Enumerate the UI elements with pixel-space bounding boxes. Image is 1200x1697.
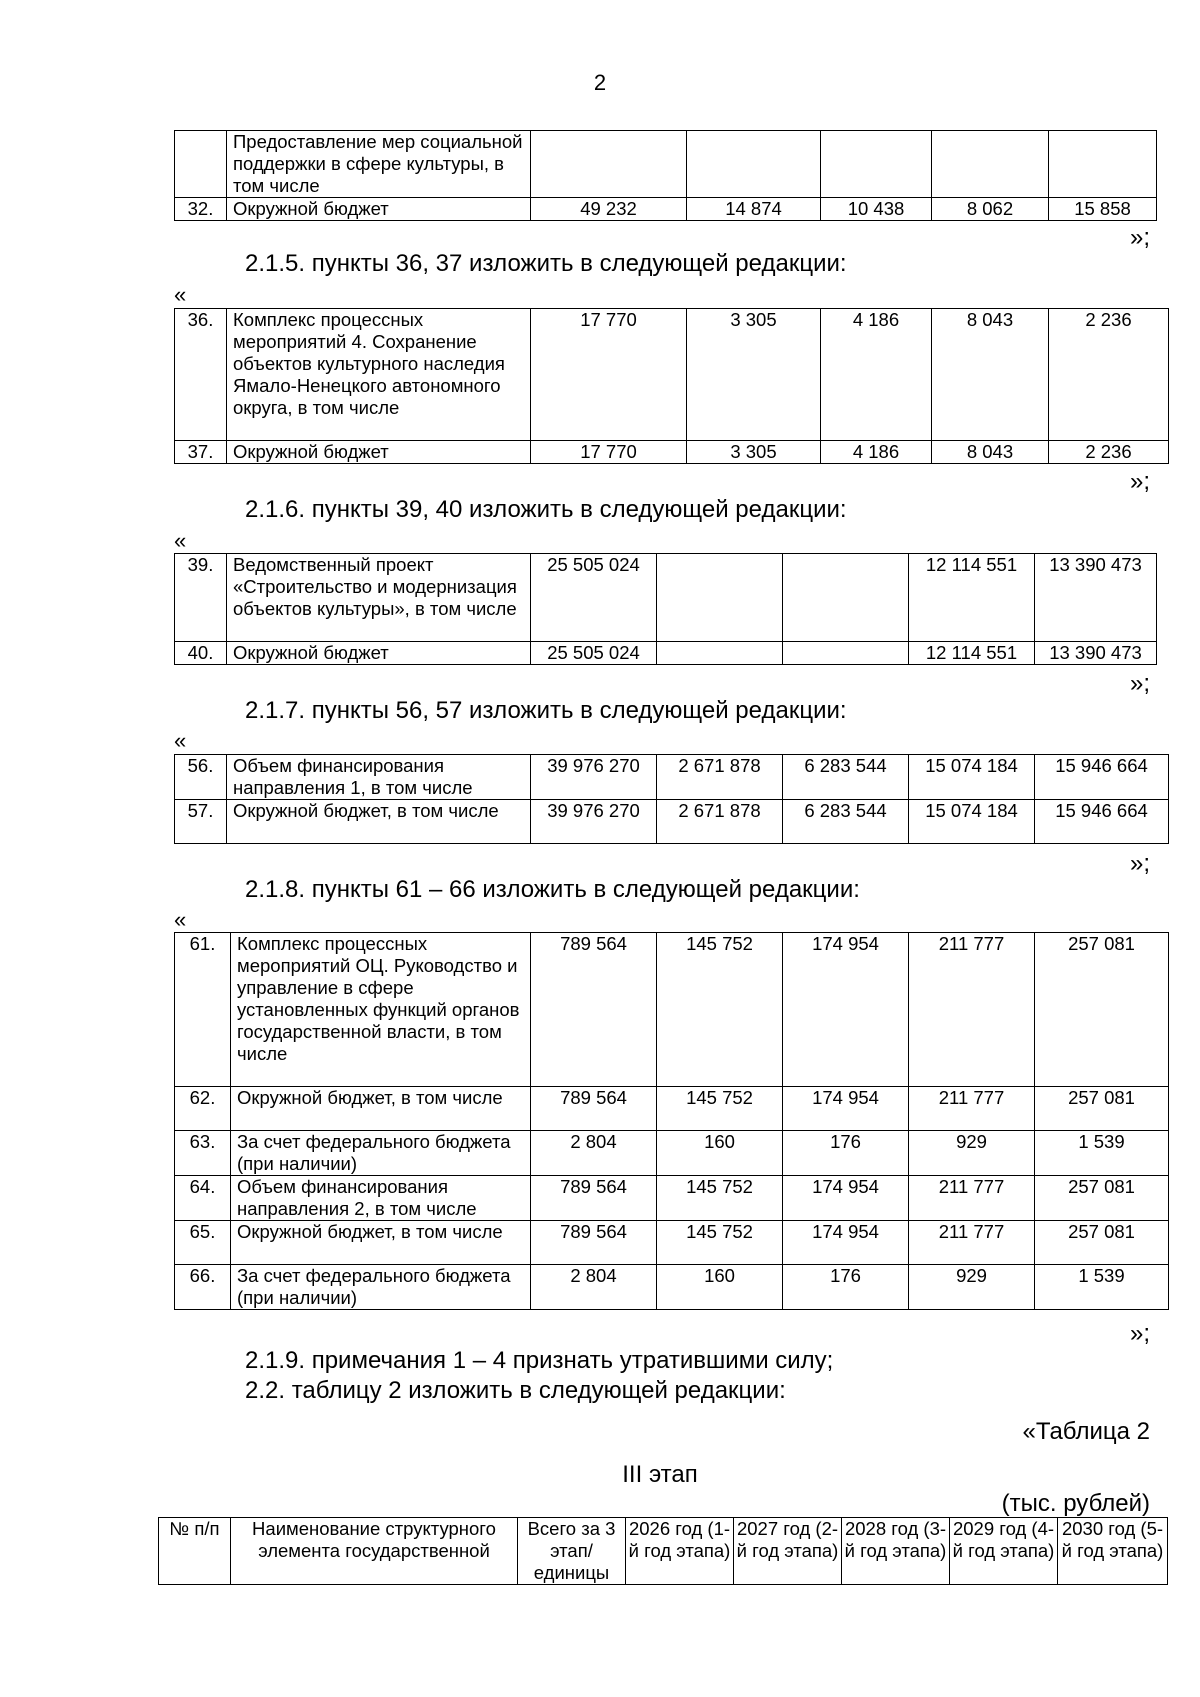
row-name: Окружной бюджет <box>227 642 531 665</box>
opening-quote: « <box>174 528 187 553</box>
row-number: 65. <box>175 1221 231 1265</box>
value-year: 176 <box>783 1265 909 1310</box>
table-items-56-57 <box>174 754 1169 844</box>
value-year: 174 954 <box>783 1221 909 1265</box>
row-number: 64. <box>175 1176 231 1221</box>
value-year <box>932 131 1049 198</box>
row-name: Окружной бюджет, в том числе <box>227 800 531 844</box>
row-number: 57. <box>175 800 227 844</box>
table-row <box>175 554 1157 642</box>
row-number: 61. <box>175 933 231 1087</box>
value-year: 14 874 <box>687 198 821 221</box>
value-year: 211 777 <box>909 933 1035 1087</box>
value-year: 3 305 <box>687 441 821 464</box>
paragraph-2-1-8: 2.1.8. пункты 61 – 66 изложить в следующей редакции: <box>245 876 860 903</box>
table-row <box>175 1265 1169 1310</box>
value-year: 257 081 <box>1035 1221 1169 1265</box>
value-year: 174 954 <box>783 1176 909 1221</box>
value-year <box>1049 131 1157 198</box>
value-total: 39 976 270 <box>531 800 657 844</box>
value-year: 257 081 <box>1035 1087 1169 1131</box>
row-number: 39. <box>175 554 227 642</box>
table-row <box>175 309 1169 441</box>
header-year-2028: 2028 год (3-й год этапа) <box>842 1518 950 1585</box>
value-year <box>657 642 783 665</box>
closing-quote: »; <box>1129 468 1150 495</box>
page-number: 2 <box>593 70 607 95</box>
value-year <box>783 642 909 665</box>
value-year: 160 <box>657 1265 783 1310</box>
value-year: 4 186 <box>821 441 932 464</box>
stage-heading: III этап <box>622 1461 698 1488</box>
row-number: 66. <box>175 1265 231 1310</box>
value-year: 2 671 878 <box>657 755 783 800</box>
row-number: 62. <box>175 1087 231 1131</box>
table-items-39-40 <box>174 553 1157 665</box>
value-year: 8 043 <box>932 309 1049 441</box>
value-year: 2 671 878 <box>657 800 783 844</box>
value-year: 145 752 <box>657 933 783 1087</box>
value-total: 789 564 <box>531 933 657 1087</box>
value-year <box>657 554 783 642</box>
value-total: 2 804 <box>531 1131 657 1176</box>
value-year <box>821 131 932 198</box>
value-year: 145 752 <box>657 1176 783 1221</box>
value-year <box>783 554 909 642</box>
value-year: 211 777 <box>909 1221 1035 1265</box>
value-year: 10 438 <box>821 198 932 221</box>
table-row <box>175 755 1169 800</box>
value-year: 3 305 <box>687 309 821 441</box>
value-year: 160 <box>657 1131 783 1176</box>
value-year: 13 390 473 <box>1035 554 1157 642</box>
table-row <box>175 1131 1169 1176</box>
header-year-2030: 2030 год (5-й год этапа) <box>1058 1518 1168 1585</box>
table-row <box>175 642 1157 665</box>
value-year: 12 114 551 <box>909 554 1035 642</box>
value-year: 15 858 <box>1049 198 1157 221</box>
value-year: 15 946 664 <box>1035 755 1169 800</box>
row-name: Окружной бюджет, в том числе <box>231 1221 531 1265</box>
value-year <box>687 131 821 198</box>
value-year: 12 114 551 <box>909 642 1035 665</box>
opening-quote: « <box>174 907 187 932</box>
row-number: 36. <box>175 309 227 441</box>
value-total: 789 564 <box>531 1221 657 1265</box>
value-year: 8 062 <box>932 198 1049 221</box>
row-name: Предоставление мер социальной поддержки в сфере культуры, в том числе <box>227 131 531 198</box>
table-row <box>175 933 1169 1087</box>
opening-quote: « <box>174 728 187 753</box>
header-total: Всего за 3 этап/ единицы <box>518 1518 626 1585</box>
value-year: 4 186 <box>821 309 932 441</box>
value-year: 257 081 <box>1035 933 1169 1087</box>
value-total: 49 232 <box>531 198 687 221</box>
value-year: 8 043 <box>932 441 1049 464</box>
units-label: (тыс. рублей) <box>1001 1490 1150 1517</box>
table-items-61-66 <box>174 932 1169 1310</box>
row-number: 37. <box>175 441 227 464</box>
value-year: 174 954 <box>783 933 909 1087</box>
table-row <box>175 441 1169 464</box>
value-year: 13 390 473 <box>1035 642 1157 665</box>
row-number: 32. <box>175 198 227 221</box>
value-year: 6 283 544 <box>783 800 909 844</box>
value-year: 174 954 <box>783 1087 909 1131</box>
paragraph-2-1-5: 2.1.5. пункты 36, 37 изложить в следующей редакции: <box>245 250 847 277</box>
value-year: 1 539 <box>1035 1265 1169 1310</box>
table-2-header <box>158 1517 1168 1585</box>
value-year: 2 236 <box>1049 441 1169 464</box>
value-year: 257 081 <box>1035 1176 1169 1221</box>
value-year: 929 <box>909 1131 1035 1176</box>
table-item-32 <box>174 130 1157 221</box>
value-total: 25 505 024 <box>531 554 657 642</box>
table-items-36-37 <box>174 308 1169 464</box>
value-year: 15 074 184 <box>909 755 1035 800</box>
row-name: Окружной бюджет, в том числе <box>231 1087 531 1131</box>
table-row <box>175 1176 1169 1221</box>
row-number <box>175 131 227 198</box>
value-year: 2 236 <box>1049 309 1169 441</box>
row-name: Комплекс процессных мероприятий ОЦ. Руководство и управление в сфере установленных функций органов государственной власти, в том числе <box>231 933 531 1087</box>
opening-quote: « <box>174 282 187 307</box>
row-number: 63. <box>175 1131 231 1176</box>
header-year-2029: 2029 год (4-й год этапа) <box>950 1518 1058 1585</box>
row-name: Окружной бюджет <box>227 441 531 464</box>
value-total: 17 770 <box>531 441 687 464</box>
value-year: 929 <box>909 1265 1035 1310</box>
row-name: Окружной бюджет <box>227 198 531 221</box>
header-year-2026: 2026 год (1-й год этапа) <box>626 1518 734 1585</box>
paragraph-2-1-7: 2.1.7. пункты 56, 57 изложить в следующей редакции: <box>245 697 847 724</box>
paragraph-2-1-6: 2.1.6. пункты 39, 40 изложить в следующей редакции: <box>245 496 847 523</box>
value-year: 145 752 <box>657 1087 783 1131</box>
closing-quote: »; <box>1129 670 1150 697</box>
value-total: 25 505 024 <box>531 642 657 665</box>
value-year: 176 <box>783 1131 909 1176</box>
value-total <box>531 131 687 198</box>
closing-quote: »; <box>1129 850 1150 877</box>
row-number: 40. <box>175 642 227 665</box>
header-name: Наименование структурного элемента государственной <box>231 1518 518 1585</box>
value-total: 17 770 <box>531 309 687 441</box>
value-year: 15 074 184 <box>909 800 1035 844</box>
row-name: Ведомственный проект «Строительство и модернизация объектов культуры», в том числе <box>227 554 531 642</box>
value-year: 6 283 544 <box>783 755 909 800</box>
value-year: 1 539 <box>1035 1131 1169 1176</box>
table-header-row <box>159 1518 1168 1585</box>
value-total: 789 564 <box>531 1087 657 1131</box>
table-row <box>175 198 1157 221</box>
header-year-2027: 2027 год (2-й год этапа) <box>734 1518 842 1585</box>
row-number: 56. <box>175 755 227 800</box>
paragraph-2-2: 2.2. таблицу 2 изложить в следующей редакции: <box>245 1377 786 1404</box>
table-row <box>175 1221 1169 1265</box>
value-year: 211 777 <box>909 1176 1035 1221</box>
value-year: 211 777 <box>909 1087 1035 1131</box>
table-row <box>175 1087 1169 1131</box>
table-row <box>175 800 1169 844</box>
closing-quote: »; <box>1129 224 1150 251</box>
header-number: № п/п <box>159 1518 231 1585</box>
value-year: 145 752 <box>657 1221 783 1265</box>
closing-quote: »; <box>1129 1320 1150 1347</box>
value-total: 2 804 <box>531 1265 657 1310</box>
row-name: За счет федерального бюджета (при наличии) <box>231 1265 531 1310</box>
row-name: За счет федерального бюджета (при наличии) <box>231 1131 531 1176</box>
row-name: Объем финансирования направления 2, в том числе <box>231 1176 531 1221</box>
table-row <box>175 131 1157 198</box>
value-total: 789 564 <box>531 1176 657 1221</box>
paragraph-2-1-9: 2.1.9. примечания 1 – 4 признать утратившими силу; <box>245 1347 834 1374</box>
value-total: 39 976 270 <box>531 755 657 800</box>
row-name: Комплекс процессных мероприятий 4. Сохранение объектов культурного наследия Ямало-Ненецкого автономного округа, в том числе <box>227 309 531 441</box>
value-year: 15 946 664 <box>1035 800 1169 844</box>
row-name: Объем финансирования направления 1, в том числе <box>227 755 531 800</box>
table-2-label: «Таблица 2 <box>1022 1418 1150 1445</box>
